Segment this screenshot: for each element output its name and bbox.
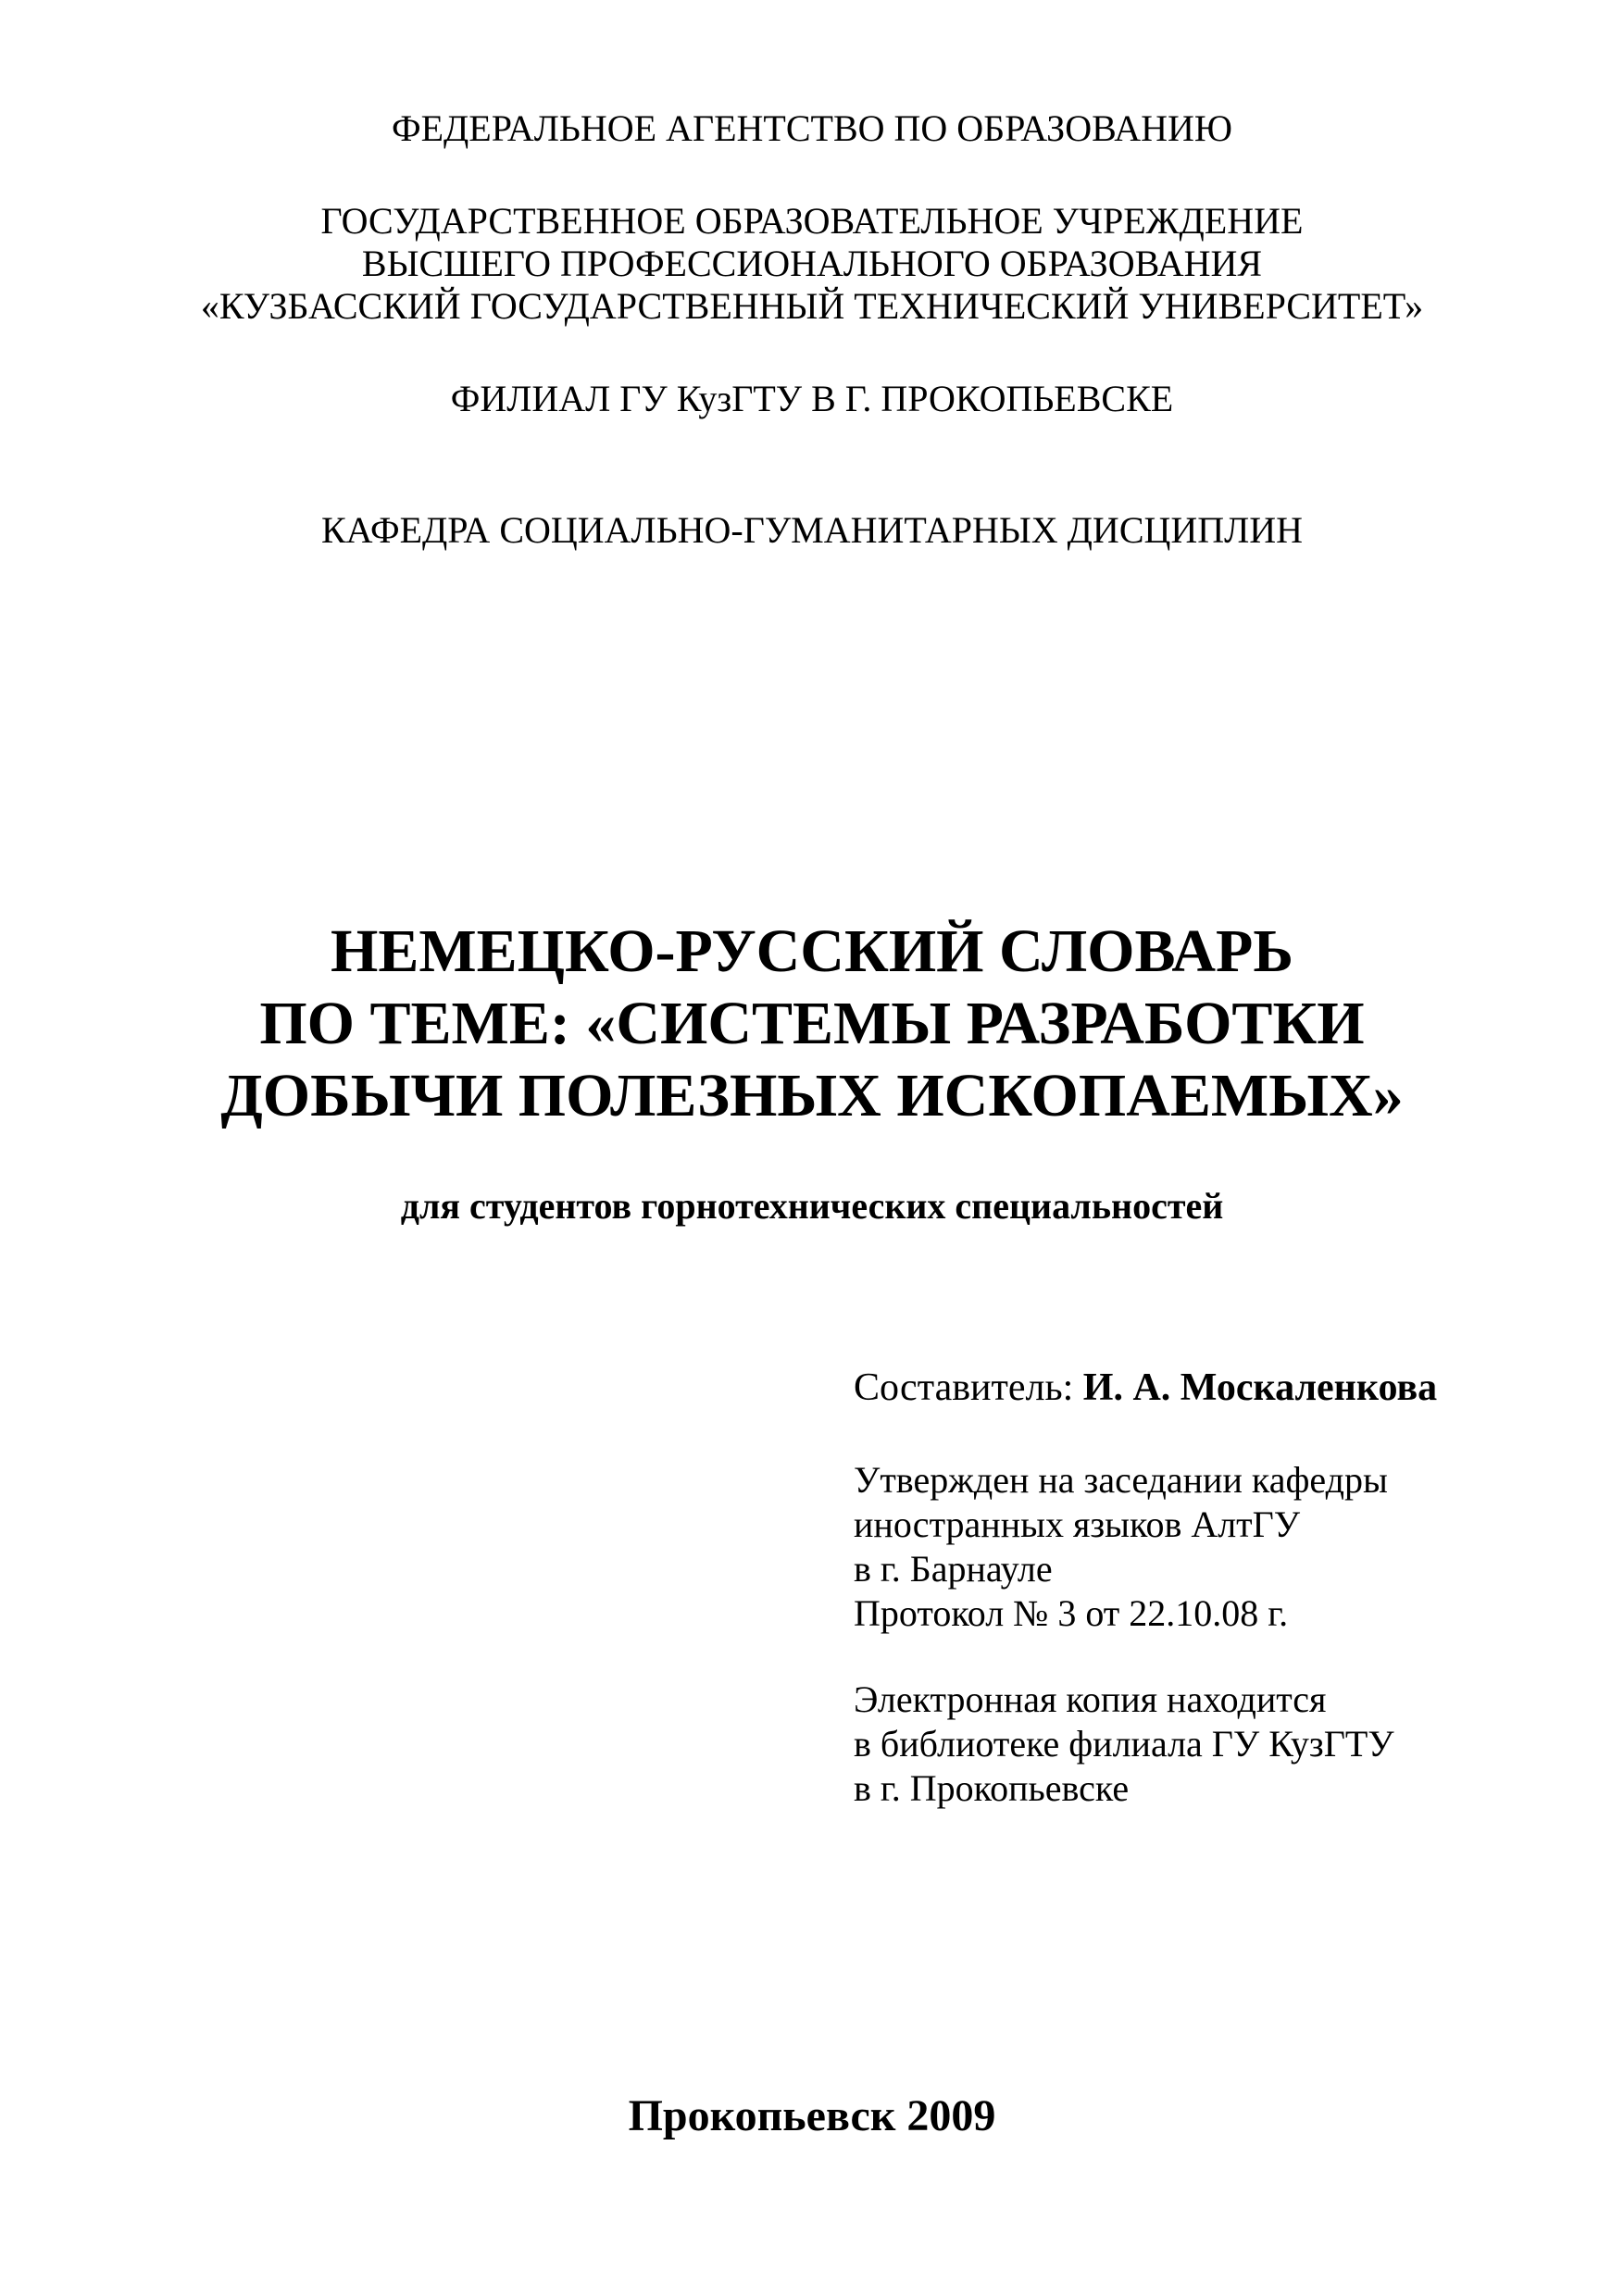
title-line-2: ПО ТЕМЕ: «СИСТЕМЫ РАЗРАБОТКИ xyxy=(259,990,1365,1057)
approval-line-4: Протокол № 3 от 22.10.08 г. xyxy=(854,1592,1289,1634)
department-heading: КАФЕДРА СОЦИАЛЬНО-ГУМАНИТАРНЫХ ДИСЦИПЛИН xyxy=(320,509,1304,551)
approval-line-2: иностранных языков АлтГУ xyxy=(854,1503,1301,1545)
approval-block xyxy=(854,1458,1388,1636)
electronic-copy-line-1: Электронная копия находится xyxy=(854,1678,1327,1720)
compiler-line xyxy=(854,1366,1437,1410)
electronic-copy-block xyxy=(854,1678,1394,1811)
approval-line-3: в г. Барнауле xyxy=(854,1548,1053,1590)
compiler-label: Составитель: xyxy=(854,1366,1074,1409)
branch-heading: ФИЛИАЛ ГУ КузГТУ В Г. ПРОКОПЬЕВСКЕ xyxy=(450,378,1174,419)
institution-line-3: «КУЗБАССКИЙ ГОСУДАРСТВЕННЫЙ ТЕХНИЧЕСКИЙ УНИВЕРСИТЕТ» xyxy=(200,285,1424,327)
compiler-name: И. А. Москаленкова xyxy=(1082,1366,1438,1409)
title-line-3: ДОБЫЧИ ПОЛЕЗНЫХ ИСКОПАЕМЫХ» xyxy=(220,1062,1404,1129)
subtitle: для студентов горнотехнических специальностей xyxy=(400,1185,1224,1227)
approval-line-1: Утвержден на заседании кафедры xyxy=(854,1459,1388,1501)
electronic-copy-line-3: в г. Прокопьевске xyxy=(854,1767,1130,1809)
agency-heading: ФЕДЕРАЛЬНОЕ АГЕНТСТВО ПО ОБРАЗОВАНИЮ xyxy=(391,107,1233,149)
title-line-1: НЕМЕЦКО-РУССКИЙ СЛОВАРЬ xyxy=(330,917,1293,985)
electronic-copy-line-2: в библиотеке филиала ГУ КузГТУ xyxy=(854,1723,1394,1765)
place-year: Прокопьевск 2009 xyxy=(628,2091,996,2140)
institution-line-1: ГОСУДАРСТВЕННОЕ ОБРАЗОВАТЕЛЬНОЕ УЧРЕЖДЕНИЕ xyxy=(320,200,1304,242)
institution-line-2: ВЫСШЕГО ПРОФЕССИОНАЛЬНОГО ОБРАЗОВАНИЯ xyxy=(361,243,1263,284)
